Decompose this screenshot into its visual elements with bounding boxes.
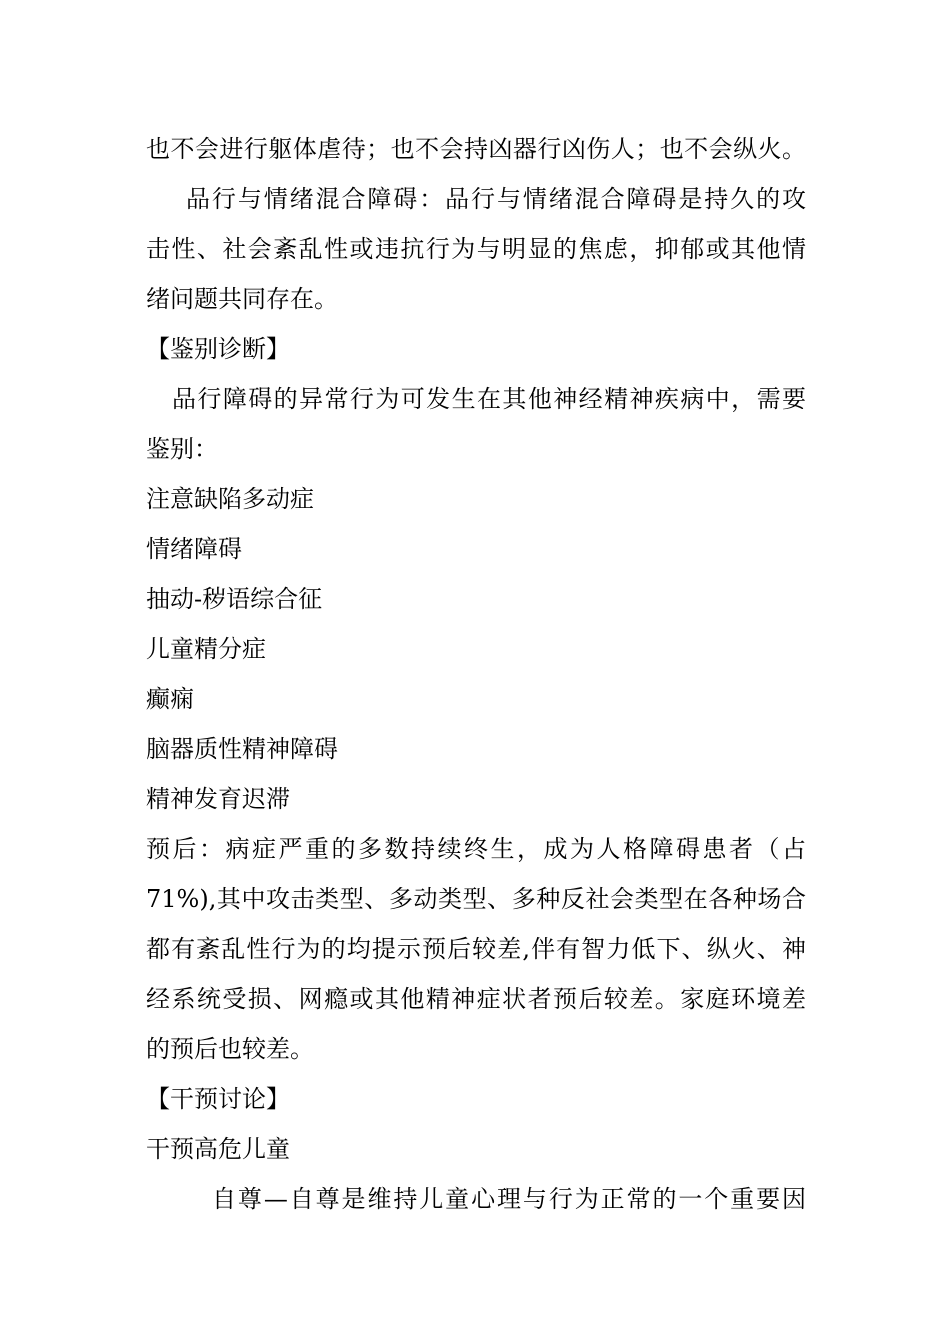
list-item: 儿童精分症: [146, 635, 266, 663]
list-item: 脑器质性精神障碍: [146, 735, 338, 763]
paragraph-line: 品行与情绪混合障碍：品行与情绪混合障碍是持久的攻: [186, 185, 806, 213]
paragraph-line: 也不会进行躯体虐待；也不会持凶器行凶伤人；也不会纵火。: [146, 135, 806, 163]
list-item: 情绪障碍: [146, 535, 242, 563]
paragraph-line: 经系统受损、网瘾或其他精神症状者预后较差。家庭环境差: [146, 985, 806, 1013]
paragraph-line: 71%),其中攻击类型、多动类型、多种反社会类型在各种场合: [146, 885, 806, 913]
paragraph-line: 鉴别：: [146, 435, 218, 463]
paragraph-line: 击性、社会紊乱性或违抗行为与明显的焦虑，抑郁或其他情: [146, 235, 806, 263]
section-heading-intervention: 【干预讨论】: [146, 1085, 290, 1113]
document-body: [146, 124, 806, 1224]
paragraph-line: 自尊—自尊是维持儿童心理与行为正常的一个重要因: [212, 1185, 806, 1213]
paragraph-line: 品行障碍的异常行为可发生在其他神经精神疾病中，需要: [172, 385, 806, 413]
paragraph-line: 绪问题共同存在。: [146, 285, 338, 313]
paragraph-line: 的预后也较差。: [146, 1035, 314, 1063]
subheading: 干预高危儿童: [146, 1135, 290, 1163]
paragraph-line: 预后：病症严重的多数持续终生，成为人格障碍患者（占: [146, 835, 806, 863]
section-heading-differential: 【鉴别诊断】: [146, 335, 290, 363]
list-item: 精神发育迟滞: [146, 785, 290, 813]
paragraph-line: 都有紊乱性行为的均提示预后较差,伴有智力低下、纵火、神: [146, 935, 806, 963]
list-item: 抽动-秽语综合征: [146, 585, 323, 613]
list-item: 癫痫: [146, 685, 194, 713]
list-item: 注意缺陷多动症: [146, 485, 314, 513]
